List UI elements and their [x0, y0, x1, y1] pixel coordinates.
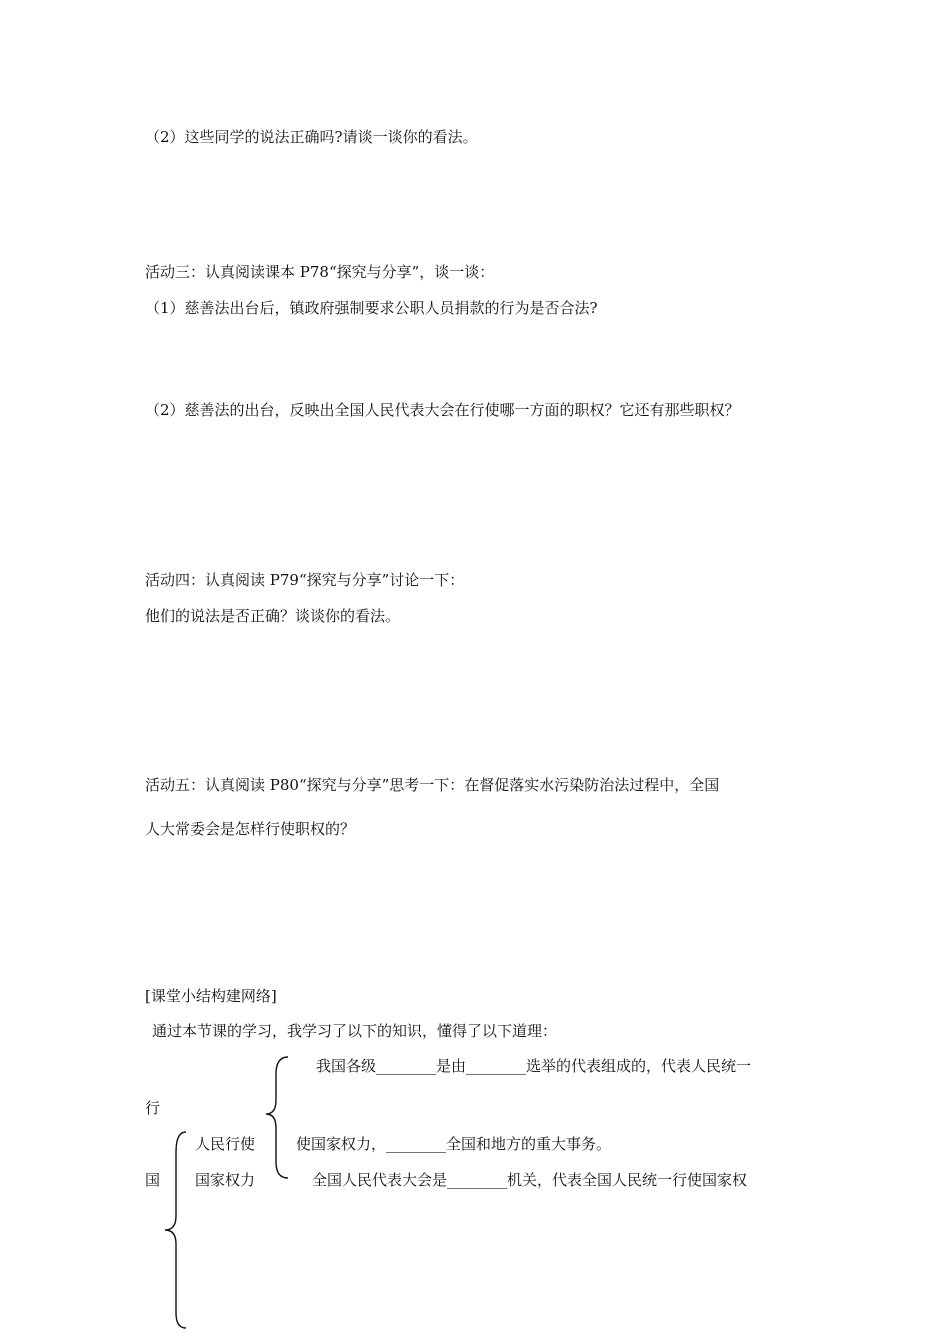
summary-item-2-line-1: 全国人民代表大会是________机关，代表全国人民统一行使国家权: [312, 1171, 748, 1189]
activity-5-line-2: 人大常委会是怎样行使职权的？: [145, 820, 356, 838]
summary-root-bottom: 国: [145, 1171, 161, 1189]
inner-brace: [262, 1052, 292, 1182]
question-2-opinion: （2）这些同学的说法正确吗?请谈一谈你的看法。: [145, 128, 478, 146]
outer-brace: [160, 1128, 190, 1338]
summary-branch-line-2: 国家权力: [195, 1171, 256, 1189]
summary-item-1-line-2: 使国家权力，________全国和地方的重大事务。: [296, 1135, 612, 1153]
activity-5-line-1: 活动五：认真阅读 P80“探究与分享”思考一下：在督促落实水污染防治法过程中，全国: [145, 776, 720, 794]
summary-item-1-line-1: 我国各级________是由________选举的代表组成的，代表人民统一: [316, 1057, 752, 1075]
activity-4-question: 他们的说法是否正确？谈谈你的看法。: [145, 607, 401, 625]
activity-3-title: 活动三：认真阅读课本 P78“探究与分享”，谈一谈：: [145, 263, 495, 281]
summary-heading: [课堂小结构建网络]: [145, 987, 277, 1005]
summary-intro: 通过本节课的学习，我学习了以下的知识，懂得了以下道理：: [152, 1022, 558, 1040]
summary-root-top: 行: [145, 1099, 161, 1117]
activity-3-question-1: （1）慈善法出台后，镇政府强制要求公职人员捐款的行为是否合法?: [145, 299, 598, 317]
activity-4-title: 活动四：认真阅读 P79“探究与分享”讨论一下：: [145, 571, 465, 589]
activity-3-question-2: （2）慈善法的出台，反映出全国人民代表大会在行使哪一方面的职权？它还有那些职权？: [145, 401, 740, 419]
summary-branch-line-1: 人民行使: [195, 1135, 256, 1153]
